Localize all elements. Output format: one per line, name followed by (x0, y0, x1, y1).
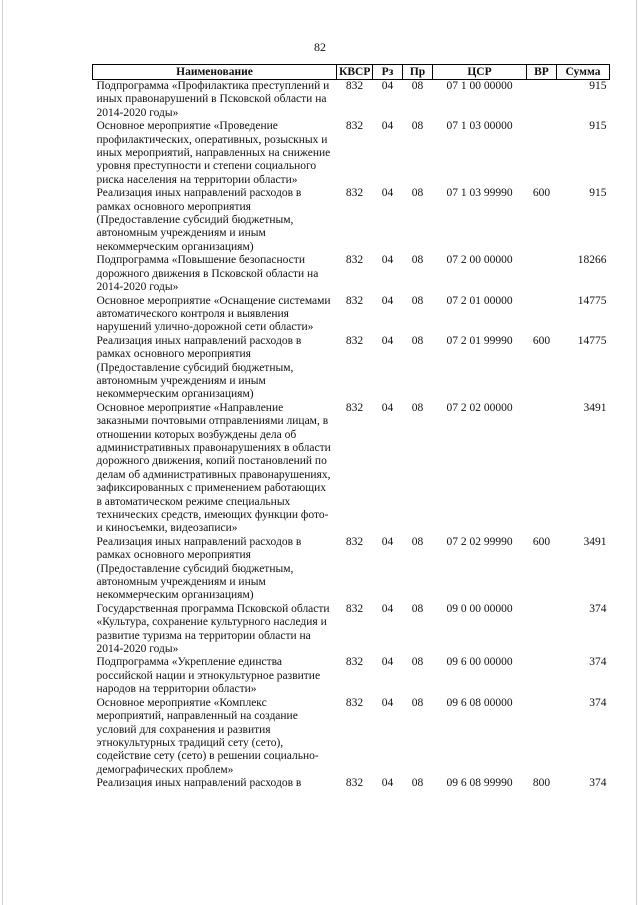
cell-rz: 04 (381, 535, 394, 548)
cell-name: Основное мероприятие «Направление заказными почтовыми отправлениями лицам, в отношении которых возбуждены дела об административных правонарушениях в области дорожного движения, копий постановлений по делам об административных правонарушениях, зафиксированных с применением работающих в автоматическом режиме специальных технических средств, имеющих функции фото- и киносъемки, видеозаписи» (96, 401, 331, 535)
table-row (93, 120, 610, 187)
cell-name: Реализация иных направлений расходов в (96, 777, 302, 790)
cell-csr: 07 1 03 00000 (446, 120, 513, 133)
cell-csr: 07 2 02 00000 (446, 401, 513, 414)
cell-csr: 09 0 00 00000 (446, 602, 513, 615)
cell-pr: 08 (411, 656, 424, 669)
cell-sum: 915 (589, 80, 607, 92)
cell-vr: 800 (532, 777, 551, 790)
cell-csr: 07 2 02 99990 (446, 535, 513, 548)
cell-vr: 600 (532, 187, 551, 200)
cell-sum: 374 (589, 656, 607, 669)
cell-kvsr: 832 (345, 401, 364, 414)
cell-pr: 08 (411, 80, 424, 92)
cell-kvsr: 832 (345, 187, 364, 200)
cell-csr: 09 6 08 99990 (446, 777, 513, 790)
cell-rz: 04 (381, 401, 394, 414)
cell-sum: 915 (589, 120, 607, 133)
table-row (93, 536, 610, 603)
cell-csr: 09 6 08 00000 (446, 696, 513, 709)
table-row (93, 697, 610, 777)
cell-sum: 14775 (577, 294, 607, 307)
cell-rz: 04 (381, 334, 394, 347)
table-row (93, 777, 610, 790)
cell-vr (527, 697, 557, 777)
cell-sum: 3491 (583, 401, 607, 414)
cell-rz: 04 (381, 294, 394, 307)
scan-edge-left (2, 0, 3, 905)
table-row (93, 254, 610, 294)
cell-pr: 08 (411, 602, 424, 615)
cell-vr (527, 656, 557, 696)
cell-name: Подпрограмма «Повышение безопасности дорожного движения в Псковской области на 2014-2020 годы» (96, 254, 319, 294)
cell-pr: 08 (411, 401, 424, 414)
cell-sum: 374 (589, 602, 607, 615)
cell-name: Реализация иных направлений расходов в рамках основного мероприятия (Предоставление субсидий бюджетным, автономным учреждениям и иным некоммерческим организациям) (96, 187, 302, 253)
cell-rz: 04 (381, 254, 394, 267)
cell-kvsr: 832 (345, 120, 364, 133)
cell-vr: 600 (532, 535, 551, 548)
table-row (93, 603, 610, 657)
cell-vr (527, 603, 557, 657)
cell-name: Подпрограмма «Укрепление единства российской нации и этнокультурное развитие народов на территории области» (96, 656, 321, 696)
header-name: Наименование (93, 65, 337, 80)
cell-kvsr: 832 (345, 535, 364, 548)
table-row (93, 335, 610, 402)
cell-sum: 14775 (577, 334, 607, 347)
cell-name: Государственная программа Псковской области «Культура, сохранение культурного наследия и развитие туризма на территории области на 2014-2020 годы» (96, 602, 330, 656)
cell-kvsr: 832 (345, 334, 364, 347)
cell-vr (527, 80, 557, 121)
table-row (93, 187, 610, 254)
table-body (93, 80, 610, 791)
cell-csr: 07 2 00 00000 (446, 254, 513, 267)
cell-sum: 3491 (583, 535, 607, 548)
cell-kvsr: 832 (345, 80, 364, 92)
header-kvsr: КВСР (337, 65, 373, 80)
table-row (93, 295, 610, 335)
cell-rz: 04 (381, 80, 394, 92)
cell-rz: 04 (381, 120, 394, 133)
header-vr: ВР (527, 65, 557, 80)
budget-table (92, 64, 610, 791)
cell-name: Реализация иных направлений расходов в рамках основного мероприятия (Предоставление субсидий бюджетным, автономным учреждениям и иным некоммерческим организациям) (96, 535, 302, 602)
cell-name: Основное мероприятие «Комплекс мероприятий, направленный на создание условий для сохранения и развития этнокультурных традиций сету (сето), содействие сету (сето) в решении социально-демографических проблем» (96, 696, 319, 776)
cell-rz: 04 (381, 187, 394, 200)
table-row (93, 402, 610, 536)
cell-name: Реализация иных направлений расходов в рамках основного мероприятия (Предоставление субсидий бюджетным, автономным учреждениям и иным некоммерческим организациям) (96, 334, 302, 401)
header-csr: ЦСР (433, 65, 527, 80)
table-header-row (93, 65, 610, 80)
cell-csr: 07 2 01 00000 (446, 294, 513, 307)
cell-csr: 09 6 00 00000 (446, 656, 513, 669)
cell-vr (527, 254, 557, 294)
page-number: 82 (314, 40, 326, 54)
cell-pr: 08 (411, 334, 424, 347)
cell-vr (527, 120, 557, 187)
header-sum: Сумма (557, 65, 610, 80)
cell-csr: 07 1 03 99990 (446, 187, 513, 200)
cell-vr (527, 402, 557, 536)
cell-pr: 08 (411, 777, 424, 790)
cell-sum: 374 (589, 696, 607, 709)
cell-sum: 18266 (577, 254, 607, 267)
cell-kvsr: 832 (345, 254, 364, 267)
cell-csr: 07 2 01 99990 (446, 334, 513, 347)
cell-pr: 08 (411, 187, 424, 200)
cell-pr: 08 (411, 696, 424, 709)
cell-csr: 07 1 00 00000 (446, 80, 513, 92)
cell-rz: 04 (381, 696, 394, 709)
cell-pr: 08 (411, 294, 424, 307)
cell-rz: 04 (381, 656, 394, 669)
cell-rz: 04 (381, 602, 394, 615)
cell-sum: 374 (589, 777, 607, 790)
cell-name: Основное мероприятие «Оснащение системами автоматического контроля и выявления нарушений улично-дорожной сети области» (96, 294, 331, 334)
cell-rz: 04 (381, 777, 394, 790)
header-rz: Рз (373, 65, 403, 80)
header-pr: Пр (403, 65, 433, 80)
cell-sum: 915 (589, 187, 607, 200)
cell-pr: 08 (411, 254, 424, 267)
cell-vr: 600 (532, 334, 551, 347)
cell-pr: 08 (411, 535, 424, 548)
cell-kvsr: 832 (345, 777, 364, 790)
table-row (93, 656, 610, 696)
scan-edge-right (636, 0, 637, 905)
cell-pr: 08 (411, 120, 424, 133)
cell-name: Подпрограмма «Профилактика преступлений и иных правонарушений в Псковской области на 2014-2020 годы» (96, 80, 330, 119)
cell-kvsr: 832 (345, 696, 364, 709)
cell-vr (527, 295, 557, 335)
cell-kvsr: 832 (345, 294, 364, 307)
cell-kvsr: 832 (345, 656, 364, 669)
table-row (93, 80, 610, 121)
cell-name: Основное мероприятие «Проведение профилактических, оперативных, розыскных и иных мероприятий, направленных на снижение уровня преступности и степени социального риска населения на территории области» (96, 120, 331, 186)
cell-kvsr: 832 (345, 602, 364, 615)
